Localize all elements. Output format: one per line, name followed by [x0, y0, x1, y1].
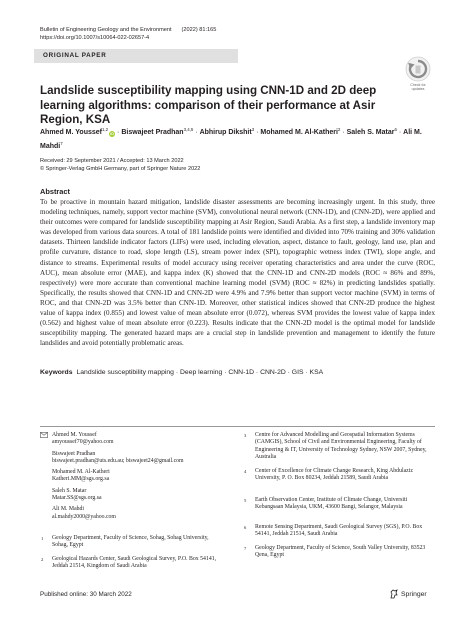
author[interactable] — [200, 129, 255, 136]
author[interactable] — [40, 129, 115, 136]
affiliation-4 — [244, 468, 435, 483]
contact-name: Saleh S. Matar — [52, 487, 87, 494]
contact-name: Ali M. Mahdi — [52, 506, 85, 513]
contact-email[interactable]: Katheri.MM@sgs.org.sa — [52, 476, 110, 483]
contact-email[interactable]: Matar.SS@sgs.org.sa — [52, 495, 102, 502]
author-list — [40, 124, 435, 152]
affiliation-5 — [244, 497, 435, 512]
author-affiliation-marker: 2 — [337, 127, 341, 132]
abstract-heading: Abstract — [40, 187, 70, 196]
author-name: Biswajeet Pradhan — [121, 129, 184, 136]
author-separator: · — [115, 129, 122, 136]
doi-link[interactable]: https://doi.org/10.1007/s10064-022-02657-4 — [40, 35, 150, 41]
contact-name: Biswajeet Pradhan — [52, 450, 96, 457]
paper-type-label: ORIGINAL PAPER — [43, 52, 107, 59]
check-for-updates-icon[interactable] — [405, 56, 431, 82]
contact-name: Mohamed M. Al-Katheri — [52, 469, 110, 476]
author-affiliation-marker: 6 — [394, 127, 397, 132]
author-separator: · — [396, 129, 404, 136]
corresponding-contacts — [52, 432, 222, 521]
abstract-text: To be proactive in mountain hazard mitigation, landslide disaster assessments are becoming increasingly urgent. In this study, three modeling techniques, namely, support vector machine (SVM), convolutional neural network (CNN-1D), and (CNN-2D), were applied and their outcomes were compared for landslide susceptibility mapping at Asir Region, Saudi Arabia. As a first step, a landslide inventory map was developed from various data sources. A total of 181 landslide points were identified and divided into 70% training and 30% validation datasets. Thirteen landslide indicator factors (LIFs) were used, including elevation, aspect, distance to fault, geology, land use, plan and profile curvature, distance to road, slope length (LS), stream power index (SPI), topographic wetness index (TWI), slope angle, and distance to streams. Experimental results of model accuracy using receiver operating characteristics and area under the curve (ROC, AUC), mean absolute error (MAE), and kappa index (K) showed that the CNN-1D and CNN-2D models (ROC ≈ 86% and 89%, respectively) were more accurate than conventional machine learning model (SVM) (ROC ≈ 82%) in predicting landslides spatially. Specifically, the results showed that CNN-1D and CNN-2D were 4.9% and 7.9% better than support vector machine (SVM) in terms of ROC, and that CNN-2D was 3.5% better than CNN-1D. Moreover, other statistical indices showed that CNN-2D produce the highest value of kappa index (0.855) and lowest value of mean absolute error (0.072), whereas SVM provides the lowest value of kappa index (0.562) and highest value of mean absolute error (0.223). Results indicate that the CNN-2D model is the optimal model for landslide susceptibility mapping. The generated hazard maps are a crucial step in landslide prevention and management to identify the future landslides and avoid potentially problematic areas. — [40, 198, 435, 348]
contact-email[interactable]: al.mahdy2000@yahoo.com — [52, 513, 116, 520]
contact-5 — [52, 506, 222, 521]
orcid-icon[interactable]: iD — [110, 131, 114, 136]
affiliation-number: 7 — [244, 546, 247, 551]
author-affiliation-marker: 1,2 — [101, 127, 109, 132]
affiliation-2 — [41, 556, 222, 571]
affiliation-number: 6 — [244, 525, 247, 530]
author-name: Abhirup Dikshit — [199, 129, 252, 136]
affiliation-1 — [41, 535, 222, 550]
affiliation-number: 4 — [244, 469, 247, 474]
affiliation-text: Centre for Advanced Modelling and Geospatial Information Systems (CAMGIS), School of Civil and Environmental Engineering, Faculty of Engineering & IT, University of Technology Sydney, NSW 2007, Sydney, Australia — [255, 432, 427, 460]
journal-volume: (2022) 81:165 — [181, 27, 217, 33]
affiliation-number: 3 — [244, 433, 247, 438]
author-name: Ahmed M. Youssef — [40, 129, 102, 136]
footnote-divider — [40, 426, 435, 427]
author-affiliation-marker: 7 — [60, 141, 63, 146]
affiliation-text: Remote Sensing Department, Saudi Geological Survey (SGS), P.O. Box 54141, Jeddah 21514, Saudi Arabia — [255, 524, 423, 538]
publisher-name: Springer — [401, 591, 427, 598]
author-name: Mohamed M. Al-Katheri — [260, 129, 338, 136]
affiliation-text: Center of Excellence for Climate Change Research, King Abdulaziz University, P. O. Box 80234, Jeddah 21589, Saudi Arabia — [255, 468, 413, 482]
journal-name: Bulletin of Engineering Geology and the Environment — [40, 27, 172, 33]
affiliation-6 — [244, 524, 435, 539]
copyright-notice: © Springer-Verlag GmbH Germany, part of Springer Nature 2022 — [40, 166, 201, 172]
author-affiliation-marker: 3 — [251, 127, 255, 132]
contact-2 — [52, 451, 222, 466]
keywords — [40, 368, 435, 377]
author-name: Saleh S. Matar — [346, 129, 395, 136]
contact-name: Ahmed M. Youssef — [52, 432, 97, 438]
envelope-icon — [40, 432, 48, 438]
author-separator: · — [340, 129, 347, 136]
author-separator: · — [193, 129, 200, 136]
published-online-date: Published online: 30 March 2022 — [40, 591, 132, 598]
contact-1 — [52, 432, 222, 447]
affiliation-number: 5 — [244, 498, 247, 503]
affiliation-text: Geology Department, Faculty of Science, South Valley University, 83523 Qena, Egypt — [255, 545, 426, 559]
author-name: Ali M. Mahdi — [40, 129, 422, 150]
keywords-list: Landslide susceptibility mapping · Deep learning · CNN-1D · CNN-2D · GIS · KSA — [76, 369, 324, 376]
author[interactable] — [347, 129, 397, 136]
contact-4 — [52, 488, 222, 503]
contact-email[interactable]: biswajeet.pradhan@uts.edu.au; biswajeet24@gmail.com — [52, 457, 184, 464]
author[interactable] — [260, 129, 340, 136]
springer-horse-icon — [389, 589, 399, 599]
received-accepted-dates: Received: 29 September 2021 / Accepted: 13 March 2022 — [40, 158, 184, 164]
affiliation-text: Earth Observation Center, Institute of Climate Change, Universiti Kebangsaan Malaysia, UKM, 43600 Bangi, Selangor, Malaysia — [255, 497, 408, 511]
affiliation-number: 2 — [41, 557, 44, 562]
affiliation-7 — [244, 545, 435, 560]
check-for-updates-label: Check for updates — [410, 83, 426, 92]
affiliation-text: Geological Hazards Center, Saudi Geological Survey, P.O. Box 54141, Jeddah 21514, Kingdom of Saudi Arabia — [52, 556, 217, 570]
affiliation-3 — [244, 432, 435, 461]
contact-3 — [52, 469, 222, 484]
affiliation-number: 1 — [41, 536, 44, 541]
author-separator: · — [254, 129, 261, 136]
affiliation-text: Geology Department, Faculty of Science, Sohag, Sohag University, Sohag, Egypt — [52, 535, 209, 549]
author[interactable] — [121, 129, 193, 136]
keywords-label: Keywords — [40, 369, 73, 376]
journal-line — [40, 26, 216, 34]
contact-email[interactable]: amyoussef70@yahoo.com — [52, 439, 114, 446]
author-affiliation-marker: 3,4,5 — [183, 127, 194, 132]
article-title: Landslide susceptibility mapping using CNN-1D and 2D deep learning algorithms: comparison of their performance at Asir Region, KSA — [40, 84, 377, 126]
